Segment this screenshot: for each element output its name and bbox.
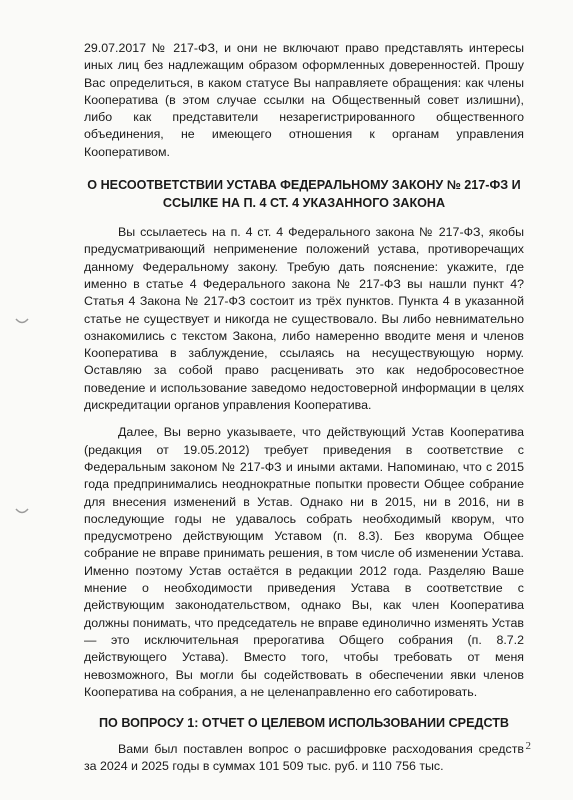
paragraph: Вами был поставлен вопрос о расшифровке расходования средств за 2024 и 2025 годы в суммах 101 509 тыс. руб. и 110 756 тыс.: [84, 741, 524, 773]
paragraph: Вы ссылаетесь на п. 4 ст. 4 Федерального закона № 217-ФЗ, якобы предусматривающий неприменение положений устава, противоречащих данному Федеральному закону. Требую дать пояснение: укажите, где именно в статье 4 Федерального закона № 217-ФЗ вы нашли пункт 4? Статья 4 Закона № 217-ФЗ состоит из трёх пунктов. Пункта 4 в указанной статье не существует и никогда не существовало. Вы либо невнимательно ознакомились с текстом Закона, либо намеренно вводите меня и членов Кооператива в заблуждение, ссылаясь на несуществующую норму. Оставляю за собой право расценивать это как недобросовестное поведение и использование заведомо недостоверной информации в целях дискредитации органов управления Кооператива.: [84, 225, 524, 413]
punch-hole-mark: [15, 508, 29, 516]
section-heading-question-1: ПО ВОПРОСУ 1: ОТЧЕТ О ЦЕЛЕВОМ ИСПОЛЬЗОВАНИИ СРЕДСТВ: [98, 716, 510, 731]
page-number: 2: [525, 740, 531, 752]
document-body: [84, 40, 524, 775]
intro-paragraph: 29.07.2017 № 217-ФЗ, и они не включают право представлять интересы иных лиц без надлежащим образом оформленных доверенностей. Прошу Вас определиться, в каком статусе Вы направляете обращения: как члены Кооператива (в этом случае ссылки на Общественный совет излишни), либо как представители незарегистрированного общественного объединения, не имеющего отношения к органам управления Кооперативом.: [84, 41, 524, 159]
section-heading-charter: О НЕСООТВЕТСТВИИ УСТАВА ФЕДЕРАЛЬНОМУ ЗАКОНУ № 217-ФЗ И ССЫЛКЕ НА П. 4 СТ. 4 УКАЗАННОГО ЗАКОНА: [87, 178, 521, 210]
punch-hole-mark: [15, 318, 29, 326]
paragraph: Далее, Вы верно указываете, что действующий Устав Кооператива (редакция от 19.05.2012) требует приведения в соответствие с Федеральным законом № 217-ФЗ и иными актами. Напоминаю, что с 2015 года предпринимались неоднократные попытки провести Общее собрание для внесения изменений в Устав. Однако ни в 2015, ни в 2016, ни в последующие годы не удавалось собрать необходимый кворум, что предусмотрено действующим Уставом (п. 8.3). Без кворума Общее собрание не вправе принимать решения, в том числе об изменении Устава. Именно поэтому Устав остаётся в редакции 2012 года. Разделяю Ваше мнение о необходимости приведения Устава в соответствие с действующим законодательством, однако Вы, как член Кооператива должны понимать, что председатель не вправе единолично изменять Устав — это исключительная прерогатива Общего собрания (п. 8.7.2 действующего Устава). Вместо того, чтобы требовать от меня невозможного, Вы могли бы содействовать в обеспечении явки членов Кооператива на собрания, а не целенаправленно его саботировать.: [84, 425, 524, 699]
